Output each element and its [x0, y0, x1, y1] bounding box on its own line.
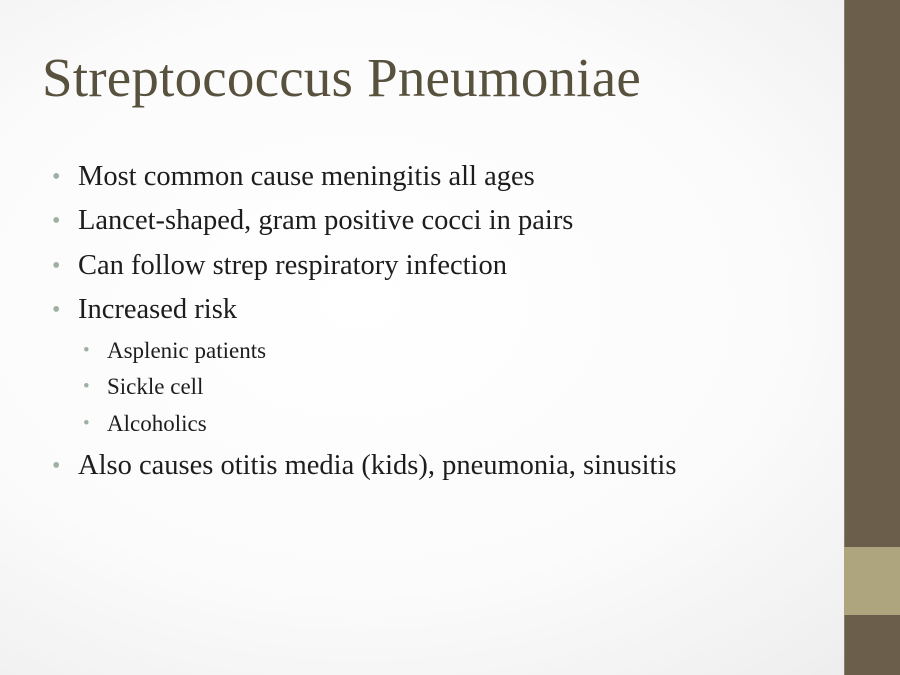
- bullet-dot-icon: •: [83, 376, 90, 397]
- side-accent-block: [844, 547, 900, 615]
- bullet-dot-icon: •: [83, 340, 90, 361]
- bullet-item: [52, 204, 574, 238]
- bullet-dot-icon: •: [52, 208, 61, 234]
- bullet-dot-icon: •: [52, 297, 61, 323]
- bullet-dot-icon: •: [52, 453, 61, 479]
- sub-bullet-text: Asplenic patients: [107, 338, 267, 363]
- sub-bullet-item: [83, 410, 207, 438]
- bullet-text: Most common cause meningitis all ages: [78, 161, 535, 192]
- bullet-item: [52, 449, 677, 483]
- sub-bullet-item: [83, 337, 267, 365]
- bullet-text: Also causes otitis media (kids), pneumonia, sinusitis: [78, 450, 677, 481]
- sub-bullet-text: Alcoholics: [107, 411, 207, 436]
- slide-title: Streptococcus Pneumoniae: [42, 47, 641, 108]
- sub-bullet-item: [83, 373, 204, 401]
- sub-bullet-text: Sickle cell: [107, 374, 204, 399]
- bullet-dot-icon: •: [52, 253, 61, 279]
- bullet-item: [52, 249, 507, 283]
- bullet-dot-icon: •: [52, 164, 61, 190]
- bullet-text: Increased risk: [78, 294, 238, 325]
- bullet-item: [52, 160, 535, 194]
- bullet-dot-icon: •: [83, 413, 90, 434]
- bullet-text: Lancet-shaped, gram positive cocci in pairs: [78, 205, 574, 236]
- bullet-text: Can follow strep respiratory infection: [78, 250, 507, 281]
- bullet-item: [52, 293, 238, 327]
